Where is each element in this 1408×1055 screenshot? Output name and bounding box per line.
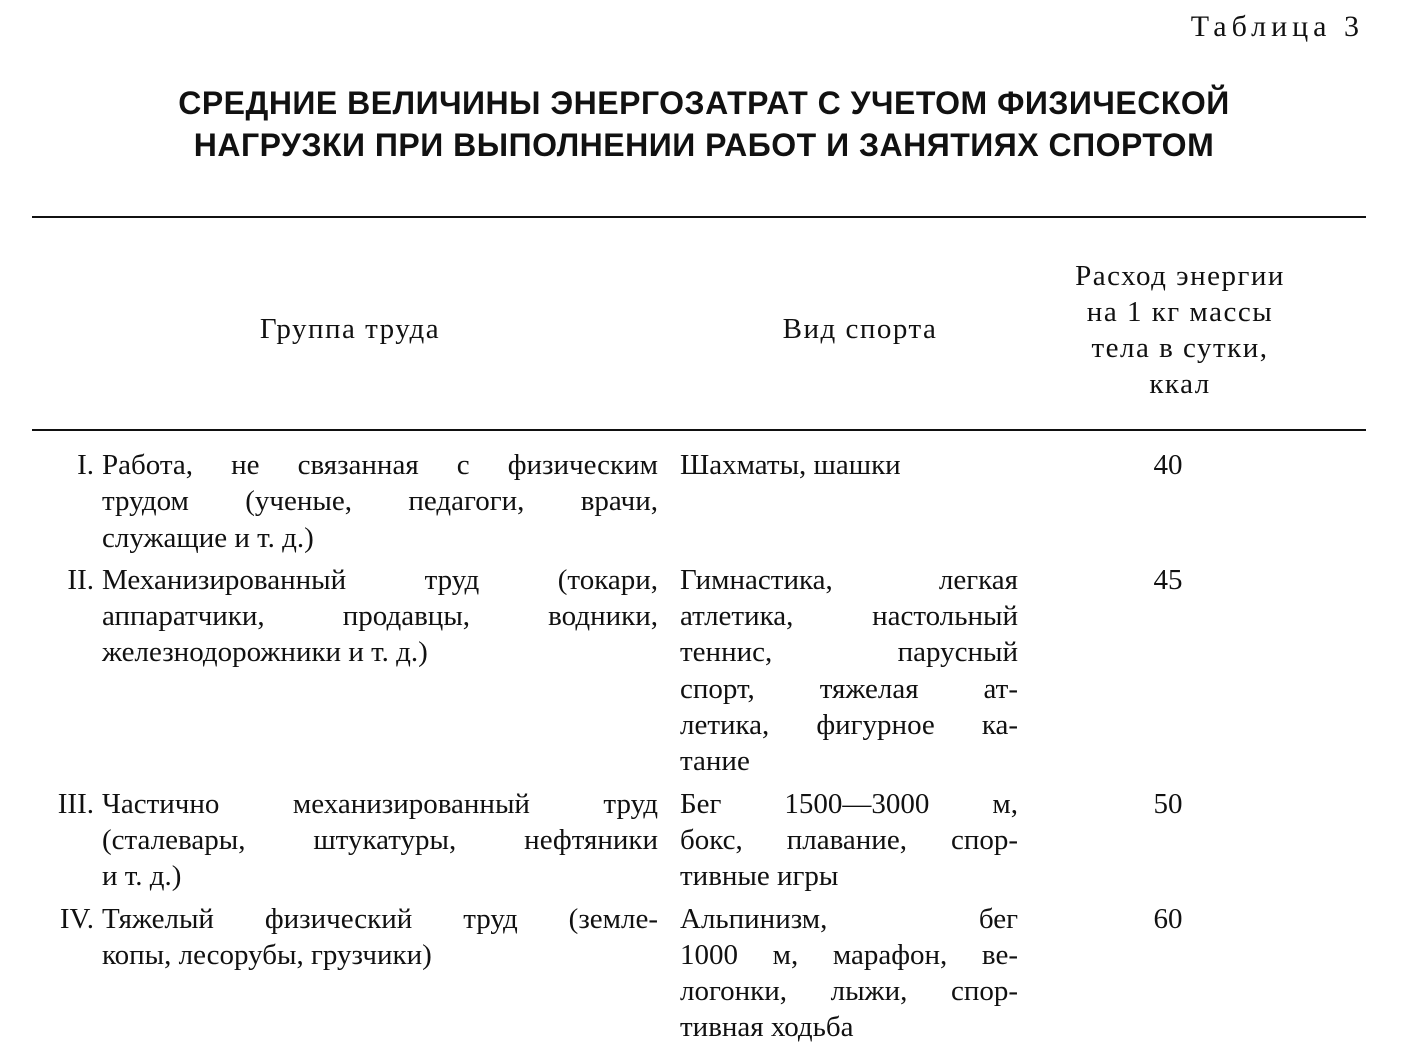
table-row <box>32 562 1366 780</box>
sport-type-line: тание <box>680 745 750 778</box>
sport-type-line: тивные игры <box>680 860 839 893</box>
labor-group-line: Частично механизированный труд <box>102 787 658 820</box>
column-header-energy-line: тела в сутки, <box>1091 332 1269 364</box>
sport-type-line: Гимнастика, легкая <box>680 563 1018 596</box>
labor-group-line: Работа, не связанная с физическим <box>102 449 658 481</box>
sport-type-line: тивная ходьба <box>680 1011 854 1044</box>
sport-type-line: бокс, плавание, спор- <box>680 823 1018 856</box>
column-header-energy-line: Расход энергии <box>1075 260 1285 292</box>
sport-type-line: спорт, тяжелая ат- <box>680 672 1018 705</box>
header-bottom-rule <box>32 429 1366 431</box>
table-row <box>32 447 1366 556</box>
header-top-rule <box>32 216 1366 218</box>
table-number: Таблица 3 <box>1190 10 1364 43</box>
sport-type-line: теннис, парусный <box>680 636 1018 669</box>
labor-group-cell <box>102 901 658 1046</box>
energy-value-cell: 45 <box>1153 563 1183 596</box>
labor-group-line: аппаратчики, продавцы, водники, <box>102 600 658 633</box>
sport-type-cell <box>680 786 1018 895</box>
sport-type-line: атлетика, настольный <box>680 600 1018 633</box>
labor-group-line: копы, лесорубы, грузчики) <box>102 938 432 971</box>
labor-group-line: трудом (ученые, педагоги, врачи, <box>102 485 658 518</box>
column-header-energy <box>1040 258 1320 402</box>
labor-group-line: (сталевары, штукатуры, нефтяники <box>102 823 658 856</box>
table-title-line-1: СРЕДНИЕ ВЕЛИЧИНЫ ЭНЕРГОЗАТРАТ С УЧЕТОМ ФИЗИЧЕСКОЙ <box>178 85 1230 121</box>
sport-type-line: 1000 м, марафон, ве- <box>680 938 1018 971</box>
table-title <box>0 82 1408 166</box>
column-header-energy-line: ккал <box>1149 368 1211 400</box>
sport-type-cell <box>680 562 1018 780</box>
row-number: IV. <box>59 902 94 935</box>
labor-group-line: и т. д.) <box>102 860 182 893</box>
row-number: II. <box>67 563 94 596</box>
row-number: III. <box>57 787 94 820</box>
labor-group-line: железнодорожники и т. д.) <box>102 636 428 669</box>
table-title-line-2: НАГРУЗКИ ПРИ ВЫПОЛНЕНИИ РАБОТ И ЗАНЯТИЯХ СПОРТОМ <box>193 127 1215 163</box>
table-row <box>32 901 1366 1046</box>
sport-type-cell <box>680 447 1018 556</box>
labor-group-cell <box>102 786 658 895</box>
labor-group-line: Механизированный труд (токари, <box>102 563 658 596</box>
sport-type-line: Бег 1500—3000 м, <box>680 787 1018 820</box>
sport-type-line: Альпинизм, бег <box>680 902 1018 935</box>
sport-type-line: логонки, лыжи, спор- <box>680 975 1018 1008</box>
table-row <box>32 786 1366 895</box>
row-number: I. <box>77 449 94 481</box>
labor-group-line: служащие и т. д.) <box>102 521 314 554</box>
labor-group-cell <box>102 562 658 780</box>
energy-value-cell: 50 <box>1153 787 1183 820</box>
sport-type-cell <box>680 901 1018 1046</box>
energy-value-cell: 60 <box>1153 902 1183 935</box>
table-body <box>32 447 1366 1052</box>
energy-value-cell: 40 <box>1153 449 1183 481</box>
column-header-sport: Вид спорта <box>782 313 938 345</box>
column-header-group: Группа труда <box>259 313 441 345</box>
labor-group-cell <box>102 447 658 556</box>
labor-group-line: Тяжелый физический труд (земле- <box>102 902 658 935</box>
sport-type-line: летика, фигурное ка- <box>680 709 1018 742</box>
column-header-energy-line: на 1 кг массы <box>1086 296 1274 328</box>
sport-type-line: Шахматы, шашки <box>680 449 901 481</box>
